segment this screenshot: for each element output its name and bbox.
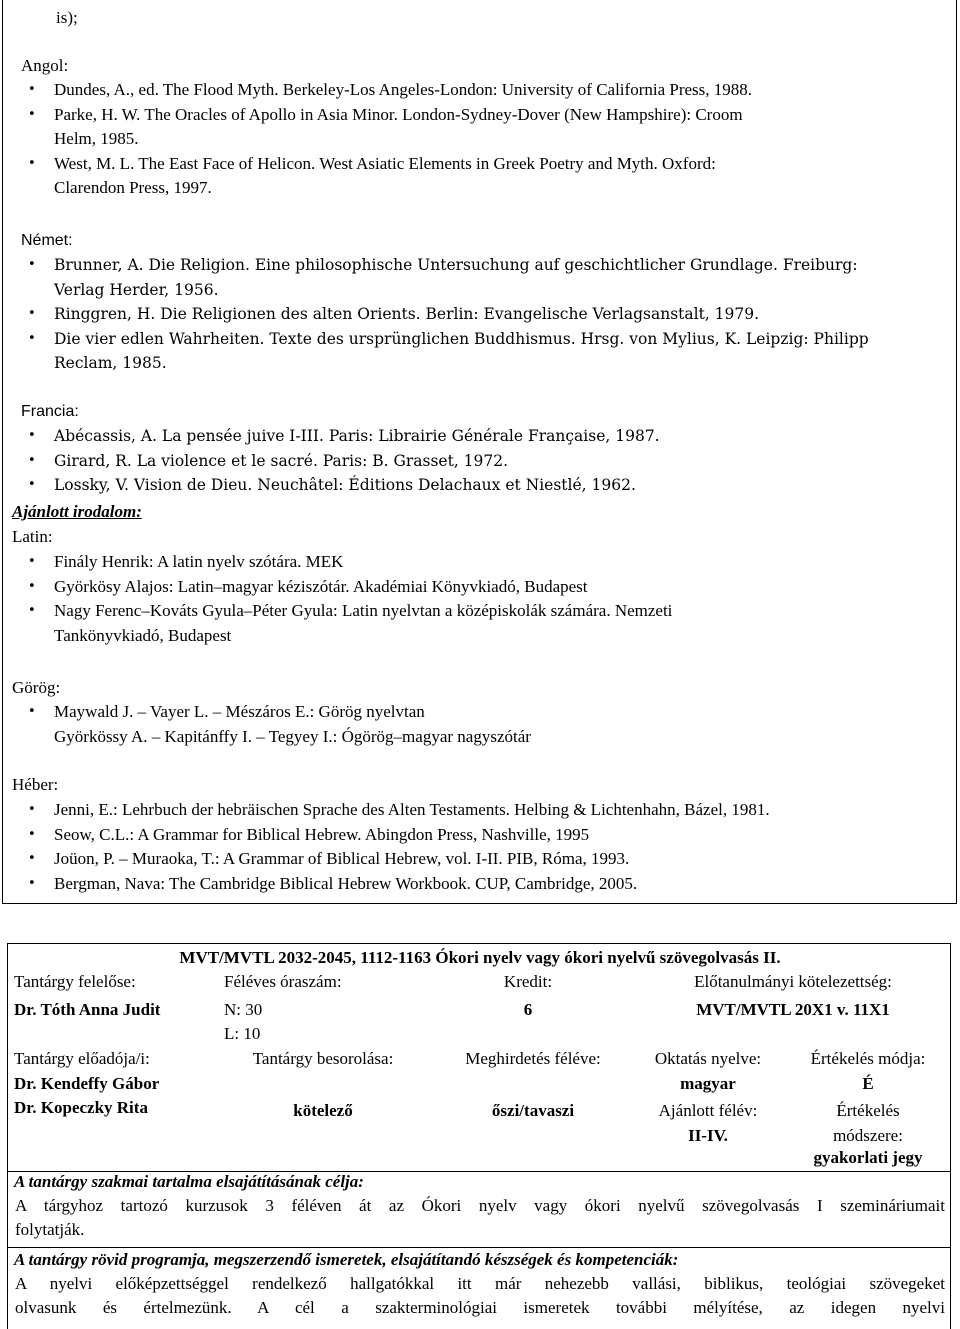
- text-fragment: is);: [56, 8, 78, 27]
- language-value: magyar: [680, 1074, 736, 1093]
- list-gorog: [28, 700, 531, 749]
- list-francia: [28, 424, 660, 498]
- list-item: • Seow, C.L.: A Grammar for Biblical Hebrew. Abingdon Press, Nashville, 1995: [28, 823, 770, 848]
- hours-n: N: 30: [224, 1000, 263, 1019]
- list-nemet: [28, 253, 869, 376]
- goal-label: A tantárgy szakmai tartalma elsajátításának célja:: [14, 1172, 364, 1191]
- list-item: • Joüon, P. – Muraoka, T.: A Grammar of Biblical Hebrew, vol. I-II. PIB, Róma, 1993.: [28, 847, 770, 872]
- goal-text-line-2: folytatják.: [15, 1220, 85, 1239]
- evaluation-method-label-2: módszere:: [833, 1126, 903, 1145]
- list-item: • Girard, R. La violence et le sacré. Paris: B. Grasset, 1972.: [28, 449, 660, 474]
- section-heading-angol: Angol:: [21, 56, 69, 75]
- category-label: Tantárgy besorolása:: [252, 1049, 394, 1068]
- recommended-semester-value: II-IV.: [688, 1126, 728, 1145]
- list-item: • West, M. L. The East Face of Helicon. West Asiatic Elements in Greek Poetry and Myth. Oxford:: [28, 152, 752, 177]
- list-item-continuation: Verlag Herder, 1956.: [54, 280, 219, 299]
- evaluation-label: Értékelés módja:: [810, 1049, 926, 1068]
- list-item: • Györkösy Alajos: Latin–magyar kéziszótár. Akadémiai Könyvkiadó, Budapest: [28, 575, 672, 600]
- list-item: • Jenni, E.: Lehrbuch der hebräischen Sprache des Alten Testaments. Helbing & Lichtenhahn, Bázel, 1981.: [28, 798, 770, 823]
- list-angol: [28, 78, 752, 201]
- program-text-line-2: olvasunk és értelmezünk. A cél a szakterminológiai ismeretek további mélyítése, az idegen nyelvi: [15, 1298, 945, 1317]
- category-value: kötelező: [293, 1101, 353, 1120]
- list-item: • Nagy Ferenc–Kováts Gyula–Péter Gyula: Latin nyelvtan a középiskolák számára. Nemzeti: [28, 599, 672, 624]
- list-item: • Lossky, V. Vision de Dieu. Neuchâtel: Éditions Delachaux et Niestlé, 1962.: [28, 473, 660, 498]
- list-item-continuation: Györkössy A. – Kapitánffy I. – Tegyey I.: Ógörög–magyar nagyszótár: [54, 726, 531, 746]
- section-heading-latin: Latin:: [12, 527, 53, 546]
- lecturer-name-1: Dr. Kendeffy Gábor: [14, 1074, 160, 1093]
- list-item: • Parke, H. W. The Oracles of Apollo in Asia Minor. London-Sydney-Dover (New Hampshire): Croom: [28, 103, 752, 128]
- lecturer-label: Tantárgy előadója/i:: [14, 1049, 150, 1068]
- credit-value: 6: [523, 1000, 533, 1019]
- list-item: • Finály Henrik: A latin nyelv szótára. MEK: [28, 550, 672, 575]
- prereq-label: Előtanulmányi kötelezettség:: [694, 972, 892, 991]
- list-item: • Dundes, A., ed. The Flood Myth. Berkeley-Los Angeles-London: University of California Press, 1988.: [28, 78, 752, 103]
- evaluation-method-label: Értékelés: [836, 1101, 900, 1120]
- list-item: • Die vier edlen Wahrheiten. Texte des ursprünglichen Buddhismus. Hrsg. von Mylius, K. Leipzig: Philipp: [28, 327, 869, 352]
- section-heading-heber: Héber:: [12, 775, 59, 794]
- list-heber: [28, 798, 770, 896]
- goal-text-line-1: A tárgyhoz tartozó kurzusok 3 féléven át az Ókori nyelv vagy ókori nyelvű szövegolvasás I szemináriumait: [15, 1196, 945, 1215]
- list-item-continuation: Helm, 1985.: [54, 129, 139, 148]
- list-item-continuation: Reclam, 1985.: [54, 354, 167, 372]
- evaluation-method-value: gyakorlati jegy: [813, 1148, 923, 1167]
- evaluation-value: É: [862, 1074, 874, 1093]
- semester-label: Meghirdetés féléve:: [465, 1049, 601, 1068]
- course-table: [7, 943, 951, 1329]
- list-item: • Ringgren, H. Die Religionen des alten Orients. Berlin: Evangelische Verlagsanstalt, 1979.: [28, 302, 869, 327]
- list-item: • Maywald J. – Vayer L. – Mészáros E.: Görög nyelvtan: [28, 700, 531, 725]
- credit-label: Kredit:: [503, 972, 553, 991]
- list-item: • Abécassis, A. La pensée juive I-III. Paris: Librairie Générale Française, 1987.: [28, 424, 660, 449]
- list-item: • Bergman, Nava: The Cambridge Biblical Hebrew Workbook. CUP, Cambridge, 2005.: [28, 872, 770, 897]
- list-item: • Brunner, A. Die Religion. Eine philosophische Untersuchung auf geschichtlicher Grundlage. Freiburg:: [28, 253, 869, 278]
- program-text-line-1: A nyelvi előképzettséggel rendelkező hallgatókkal itt már nehezebb vallási, biblikus, teológiai szövegeket: [15, 1274, 945, 1293]
- list-item-continuation: Tankönyvkiadó, Budapest: [54, 625, 232, 645]
- section-heading-francia: Francia:: [21, 403, 79, 420]
- lecturer-name-2: Dr. Kopeczky Rita: [14, 1098, 148, 1117]
- hours-l: L: 10: [224, 1024, 261, 1043]
- language-label: Oktatás nyelve:: [654, 1049, 762, 1068]
- section-heading-nemet: Német:: [21, 232, 73, 249]
- recommended-semester-label: Ajánlott félév:: [658, 1101, 758, 1120]
- responsible-name: Dr. Tóth Anna Judit: [14, 1000, 161, 1019]
- hours-label: Féléves óraszám:: [224, 972, 342, 991]
- list-latin: [28, 550, 672, 648]
- semester-value: őszi/tavaszi: [491, 1101, 575, 1120]
- section-heading-gorog: Görög:: [12, 678, 61, 697]
- responsible-label: Tantárgy felelőse:: [14, 972, 136, 991]
- recommended-title: Ajánlott irodalom:: [12, 502, 142, 521]
- program-label: A tantárgy rövid programja, megszerzendő ismeretek, elsajátítandó készségek és kompetenciák:: [14, 1250, 679, 1269]
- list-item-continuation: Clarendon Press, 1997.: [54, 178, 212, 197]
- prereq-value: MVT/MVTL 20X1 v. 11X1: [696, 1000, 890, 1019]
- course-title: MVT/MVTL 2032-2045, 1112-1163 Ókori nyelv vagy ókori nyelvű szövegolvasás II.: [179, 948, 781, 967]
